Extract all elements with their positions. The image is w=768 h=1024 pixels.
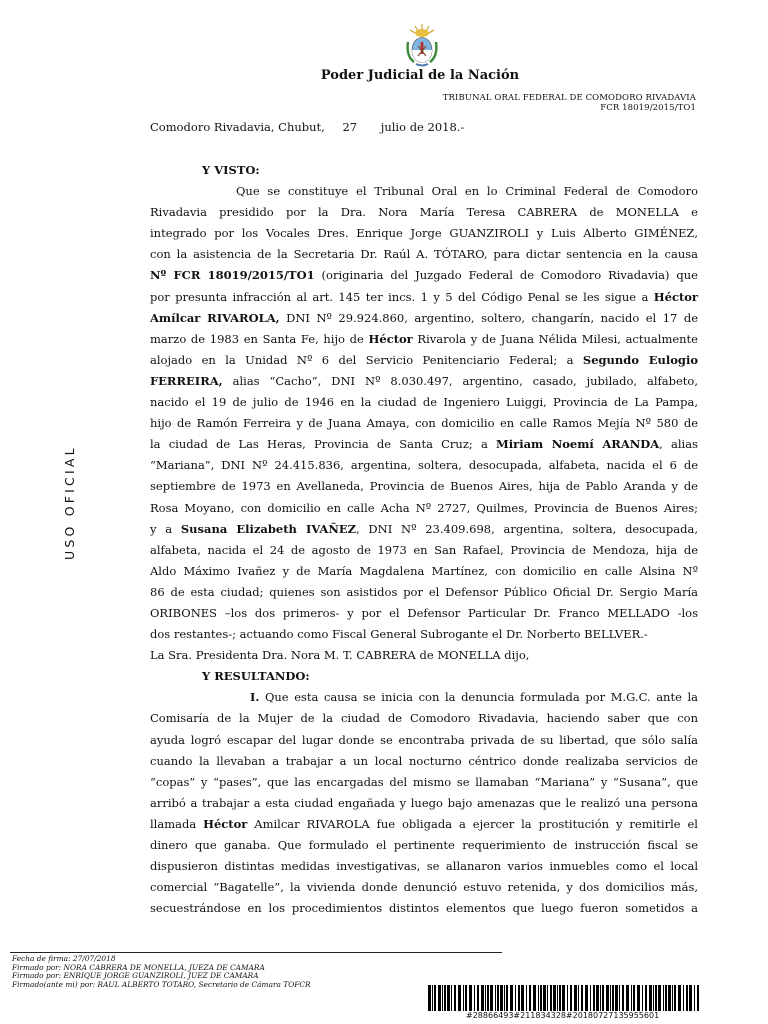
barcode-bar [665,985,667,1011]
barcode-bar [653,985,654,1011]
barcode-bar [504,985,505,1011]
barcode-bar [447,985,450,1011]
presidenta-line: La Sra. Presidenta Dra. Nora M. T. CABRERA de MONELLA dijo, [150,648,530,663]
barcode-bar [510,985,513,1011]
barcode-bar [668,985,671,1011]
text-line: septiembre de 1973 en Avellaneda, Provincia de Buenos Aires, hija de Pablo Aranda y de [150,479,698,494]
signature-line: Firmado(ante mi) por: RAUL ALBERTO TOTARO, Secretario de Cámara TOFCR [12,979,311,989]
barcode [428,985,702,1011]
barcode-bar [432,985,433,1011]
tribunal-name: TRIBUNAL ORAL FEDERAL DE COMODORO RIVADAVIA [442,93,696,103]
text-line: alfabeta, nacida el 24 de agosto de 1973 en San Rafael, Provincia de Mendoza, hija de [150,542,698,557]
institution-title: Poder Judicial de la Nación [320,68,520,83]
barcode-bar [465,985,467,1011]
text-line: nacido el 19 de julio de 1946 en la ciudad de Ingeniero Luiggi, Provincia de La Pampa, [150,395,698,410]
barcode-bar [631,985,632,1011]
text-line: cuando la llevaban a trabajar a un local nocturno céntrico donde realizaba servicios de [150,753,698,768]
barcode-bar [428,985,431,1011]
date-month-year: julio de 2018.- [380,120,465,134]
barcode-bar [649,985,652,1011]
barcode-bar [518,985,520,1011]
barcode-bar [442,985,443,1011]
uso-oficial-label: USO OFICIAL [62,445,77,560]
text-line: dispusieron distintas medidas investigativas, se allanaron varios inmuebles como el local [150,859,698,874]
barcode-bar [469,985,472,1011]
text-line: arribó a trabajar a esta ciudad engañada y luego bajo amenazas que le realizó una persona [150,795,698,810]
text-line: Rosa Moyano, con domicilio en calle Acha Nº 2727, Quilmes, Provincia de Buenos Aires; [150,500,698,515]
barcode-bar [526,985,527,1011]
barcode-bar [444,985,446,1011]
text-line: por presunta infracción al art. 145 ter incs. 1 y 5 del Código Penal se les sigue a Héctor [150,289,698,304]
text-line: con la asistencia de la Secretaria Dr. Raúl A. TÓTARO, para dictar sentencia en la causa [150,247,698,262]
barcode-bar [562,985,565,1011]
barcode-bar [557,985,558,1011]
text-line: FERREIRA, alias “Cacho”, DNI Nº 8.030.497, argentino, casado, jubilado, alfabeto, [150,373,698,388]
barcode-bar [570,985,572,1011]
barcode-bar [593,985,595,1011]
barcode-bar [521,985,524,1011]
date-line [150,120,464,134]
text-line: llamada Héctor Amilcar RIVAROLA fue obligada a ejercer la prostitución y remitirle el [150,816,698,831]
barcode-bar [547,985,548,1011]
barcode-bar [481,985,484,1011]
barcode-bar [567,985,568,1011]
barcode-bar [596,985,599,1011]
barcode-bar [463,985,464,1011]
barcode-bar [506,985,508,1011]
barcode-bar [574,985,577,1011]
barcode-bar [697,985,699,1011]
text-line: secuestrándose en los procedimientos distintos elementos que luego fueron sometidos a [150,901,698,916]
text-line: y a Susana Elizabeth IVAÑEZ, DNI Nº 23.409.698, argentina, soltera, desocupada, [150,521,699,536]
barcode-bar [694,985,695,1011]
barcode-bar [487,985,489,1011]
barcode-bar [606,985,609,1011]
text-line: “Mariana”, DNI Nº 24.415.836, argentina, soltera, desocupada, alfabeta, nacida el 6 de [150,458,698,473]
signature-line: Firmado por: ENRIQUE JORGE GUANZIROLI, JUEZ DE CAMARA [12,971,259,981]
barcode-bar [474,985,475,1011]
resultando-paragraph [150,687,698,919]
text-line: comercial “Bagatelle”, la vivienda donde denunció estuvo retenida, y dos domicilios más, [150,880,698,895]
date-day: 27 [342,120,358,134]
barcode-bar [585,985,588,1011]
barcode-bar [645,985,647,1011]
barcode-bar [540,985,542,1011]
barcode-bar [626,985,629,1011]
barcode-bar [477,985,479,1011]
text-line: 86 de esta ciudad; quienes son asistidos por el Defensor Público Oficial Dr. Sergio María [150,584,698,599]
text-line: marzo de 1983 en Santa Fe, hijo de Héctor Rivarola y de Juana Nélida Milesi, actualmente [150,331,698,346]
text-line: ORIBONES –los dos primeros- y por el Defensor Particular Dr. Franco MELLADO -los [150,605,698,620]
barcode-bar [578,985,579,1011]
barcode-bar [553,985,556,1011]
text-line: I. Que esta causa se inicia con la denuncia formulada por M.G.C. ante la [250,690,698,705]
text-line: dinero que ganaba. Que formulado el pertinente requerimiento de instrucción fiscal se [150,838,698,852]
barcode-bar [581,985,583,1011]
text-line: Comisaría de la Mujer de la ciudad de Comodoro Rivadavia, haciendo saber que con [150,711,698,726]
barcode-bar [642,985,643,1011]
barcode-bar [610,985,611,1011]
text-line: Aldo Máximo Ivañez y de María Magdalena Martínez, con domicilio en calle Alsina Nº [150,563,698,578]
barcode-bar [559,985,561,1011]
argentine-coat-of-arms-icon [402,22,442,68]
text-line: dos restantes-; actuando como Fiscal General Subrogante el Dr. Norberto BELLVER.- [150,627,648,642]
visto-heading: Y VISTO: [202,163,260,177]
barcode-bar [497,985,499,1011]
barcode-bar [434,985,436,1011]
barcode-bar [490,985,493,1011]
barcode-bar [485,985,486,1011]
barcode-bar [543,985,546,1011]
date-place: Comodoro Rivadavia, Chubut, [150,120,325,134]
barcode-bar [672,985,673,1011]
barcode-bar [550,985,552,1011]
text-line: ayuda logró escapar del lugar donde se encontraba privada de su libertad, que sólo salía [150,732,698,747]
barcode-bar [529,985,531,1011]
text-line: Nº FCR 18019/2015/TO1 (originaria del Juzgado Federal de Comodoro Rivadavia) que [150,268,698,283]
barcode-bar [678,985,681,1011]
barcode-bar [689,985,692,1011]
text-line: la ciudad de Las Heras, Provincia de Santa Cruz; a Miriam Noemí ARANDA, alias [150,437,698,452]
text-line: Rivadavia presidido por la Dra. Nora María Teresa CABRERA de MONELLA e [150,205,698,220]
barcode-bar [500,985,503,1011]
visto-paragraph [150,181,698,645]
document-body [150,160,698,919]
barcode-bar [454,985,456,1011]
barcode-bar [686,985,688,1011]
barcode-bar [495,985,496,1011]
text-line: alojado en la Unidad Nº 6 del Servicio Penitenciario Federal; a Segundo Eulogio [150,352,698,367]
barcode-bar [458,985,461,1011]
barcode-bar [533,985,536,1011]
footer-divider [10,952,502,953]
barcode-bar [655,985,657,1011]
barcode-bar [602,985,604,1011]
barcode-bar [515,985,516,1011]
barcode-bar [590,985,591,1011]
barcode-bar [615,985,618,1011]
barcode-bar [438,985,441,1011]
text-line: Amílcar RIVAROLA, DNI Nº 29.924.860, argentino, soltero, changarín, nacido el 17 de [150,310,698,325]
text-line: Que se constituye el Tribunal Oral en lo Criminal Federal de Comodoro [236,184,698,199]
case-reference: FCR 18019/2015/TO1 [600,103,696,113]
barcode-bar [622,985,624,1011]
barcode-bar [633,985,635,1011]
barcode-bar [619,985,620,1011]
barcode-bar [600,985,601,1011]
text-line: hijo de Ramón Ferreira y de Juana Amaya, con domicilio en calle Ramos Mejía Nº 580 de [150,416,698,431]
resultando-heading: Y RESULTANDO: [202,669,310,684]
text-line: integrado por los Vocales Dres. Enrique Jorge GUANZIROLI y Luis Alberto GIMÉNEZ, [150,226,698,241]
barcode-bar [683,985,684,1011]
barcode-bar [538,985,539,1011]
signature-line: Firmado por: NORA CABRERA DE MONELLA, JUEZA DE CAMARA [12,962,265,972]
barcode-bar [637,985,640,1011]
barcode-bar [658,985,661,1011]
signature-footer [12,955,311,989]
barcode-bar [663,985,664,1011]
signature-line: Fecha de firma: 27/07/2018 [12,954,116,963]
barcode-text: #28866493#211834328#20180727135955601 [466,1011,660,1020]
barcode-bar [674,985,676,1011]
barcode-bar [451,985,452,1011]
barcode-bar [612,985,614,1011]
text-line: “copas” y “pases”, que las encargadas del mismo se llamaban “Mariana” y “Susana”, que [150,774,698,789]
